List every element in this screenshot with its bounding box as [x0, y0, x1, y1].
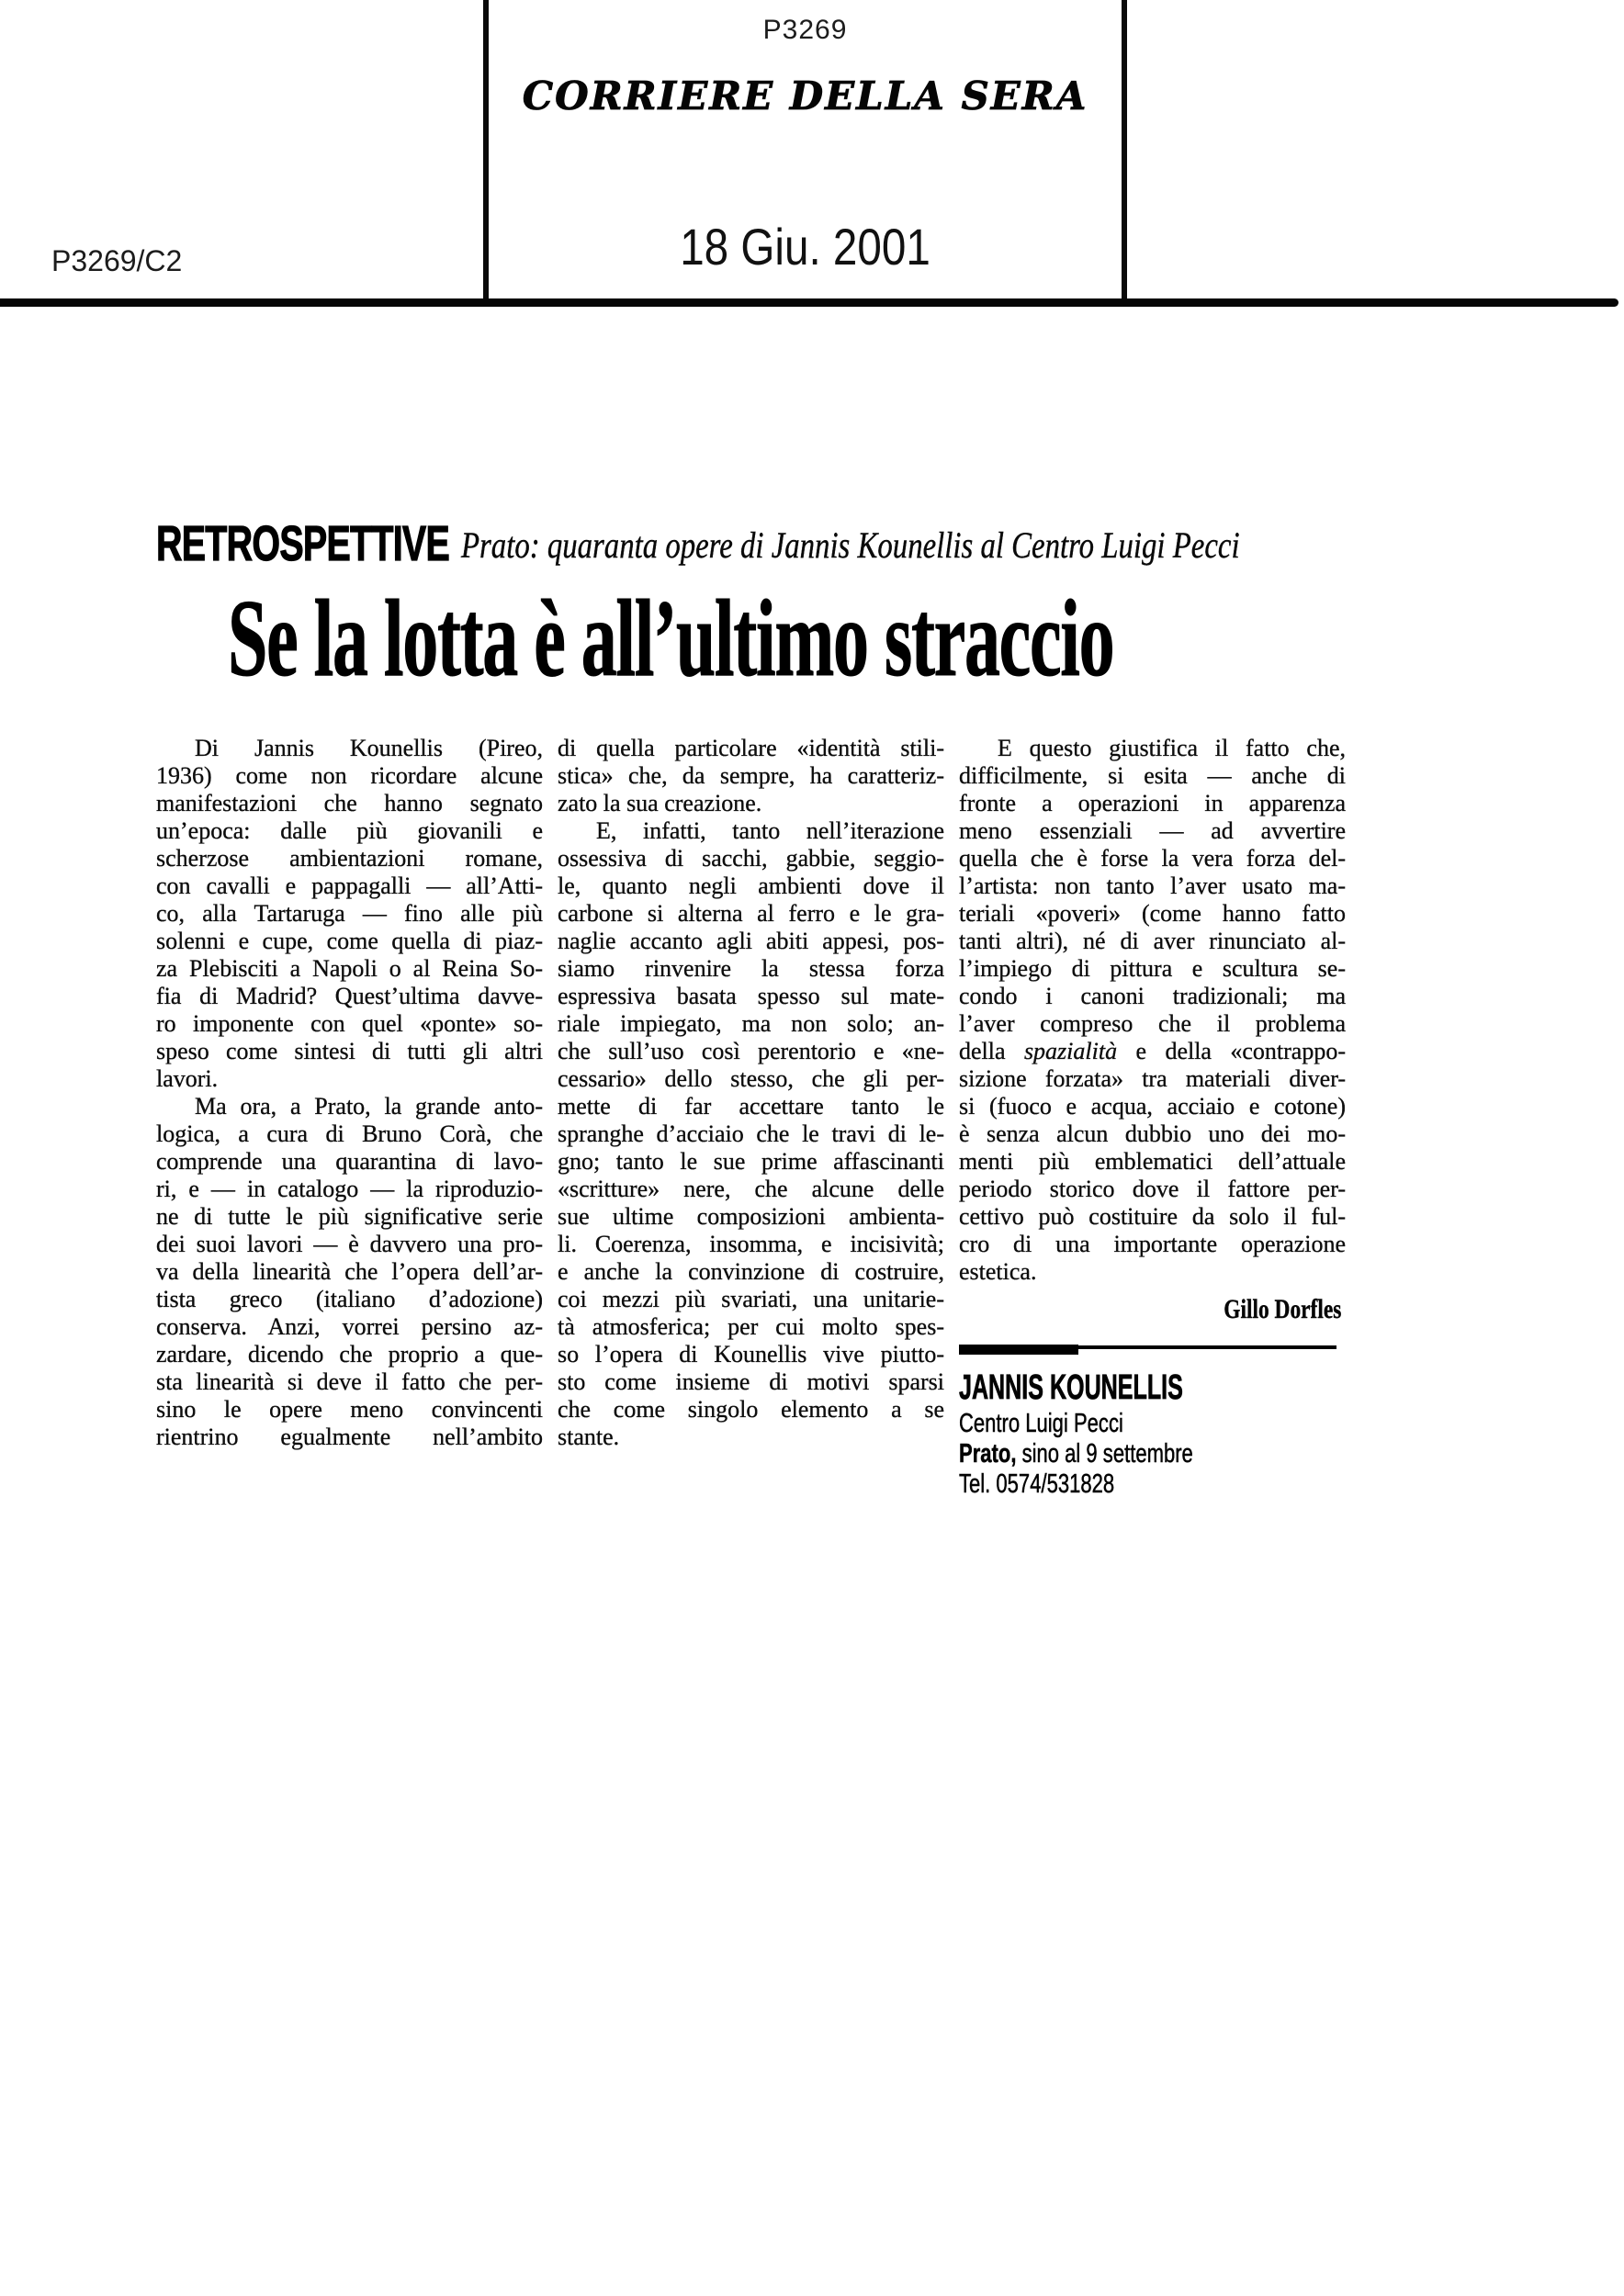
body-line: estetica. — [959, 1258, 1037, 1285]
body-line: meno essenziali — ad avvertire — [959, 817, 1346, 844]
clipping-code-top: P3269 — [762, 15, 848, 45]
body-line: le, quanto negli ambienti dove il — [558, 872, 944, 899]
body-line: condo i canoni tradizionali; ma — [959, 983, 1346, 1009]
body-line: so l’opera di Kounellis vive piutto- — [558, 1341, 944, 1367]
body-line: speso come sintesi di tutti gli altri — [156, 1038, 543, 1064]
body-line: di quella particolare «identità stili- — [558, 735, 944, 761]
body-line: coi mezzi più svariati, una unitarie- — [558, 1286, 944, 1312]
info-box-venue: Centro Luigi Pecci — [959, 1409, 1123, 1438]
body-line: sue ultime composizioni ambienta- — [558, 1203, 944, 1230]
body-line: scherzose ambientazioni romane, — [156, 845, 543, 872]
body-line: comprende una quarantina di lavo- — [156, 1148, 543, 1175]
body-line: espressiva basata spesso sul mate- — [558, 983, 944, 1009]
kicker-text: Prato: quaranta opere di Jannis Kounellis al Centro Luigi Pecci — [461, 524, 1240, 566]
info-box-title: JANNIS KOUNELLIS — [959, 1368, 1183, 1407]
body-line: l’artista: non tanto l’aver usato ma- — [959, 872, 1346, 899]
body-line: lavori. — [156, 1065, 219, 1092]
headline: Se la lotta è all’ultimo straccio — [228, 577, 1114, 699]
body-line: cessario» dello stesso, che gli per- — [558, 1065, 944, 1092]
body-line: stante. — [558, 1424, 620, 1450]
info-box-phone: Tel. 0574/531828 — [959, 1469, 1115, 1499]
body-line: siamo rinvenire la stessa forza — [558, 955, 944, 982]
body-line: menti più emblematici dell’attuale — [959, 1148, 1346, 1175]
body-line: un’epoca: dalle più giovanili e — [156, 817, 543, 844]
body-line: dei suoi lavori — è davvero una pro- — [156, 1231, 543, 1257]
body-line: Ma ora, a Prato, la grande anto- — [195, 1093, 543, 1120]
clipping-code-left: P3269/C2 — [51, 244, 183, 277]
byline: Gillo Dorfles — [1224, 1294, 1342, 1324]
body-line: rientrino egualmente nell’ambito — [156, 1424, 543, 1450]
body-line: E questo giustifica il fatto che, — [998, 735, 1346, 761]
body-line: zato la sua creazione. — [558, 790, 762, 816]
body-line: ro imponente con quel «ponte» so- — [156, 1010, 543, 1037]
body-line: cro di una importante operazione — [959, 1231, 1346, 1257]
body-line: l’aver compreso che il problema — [959, 1010, 1346, 1037]
body-line: è senza alcun dubbio uno dei mo- — [959, 1120, 1346, 1147]
column-1 — [156, 735, 543, 1500]
body-line: va della linearità che l’opera dell’ar- — [156, 1258, 543, 1285]
body-line: spranghe d’acciaio che le travi di le- — [558, 1120, 944, 1147]
info-box-dates: Prato, sino al 9 settembre — [959, 1439, 1193, 1469]
exhibition-info-box — [959, 1367, 1346, 1500]
body-line: con cavalli e pappagalli — all’Atti- — [156, 872, 543, 899]
kicker-label: RETROSPETTIVE — [156, 516, 450, 571]
body-line: 1936) come non ricordare alcune — [156, 762, 543, 789]
body-line: conserva. Anzi, vorrei persino az- — [156, 1313, 543, 1340]
body-line: che sull’uso così perentorio e «ne- — [558, 1038, 944, 1064]
issue-date: 18 Giu. 2001 — [680, 218, 930, 276]
body-line: sto come insieme di motivi sparsi — [558, 1368, 944, 1395]
body-line: ossessiva di sacchi, gabbie, seggio- — [558, 845, 944, 872]
body-line: zardare, dicendo che proprio a que- — [156, 1341, 543, 1367]
info-box-city: Prato, — [959, 1439, 1017, 1469]
body-line: della spazialità e della «contrappo- — [959, 1038, 1346, 1064]
body-line: solenni e cupe, come quella di piaz- — [156, 928, 543, 954]
body-line: za Plebisciti a Napoli o al Reina So- — [156, 955, 543, 982]
body-line: Di Jannis Kounellis (Pireo, — [195, 735, 543, 761]
column-3 — [959, 735, 1346, 1500]
body-line: E, infatti, tanto nell’iterazione — [596, 817, 944, 844]
body-line: fronte a operazioni in apparenza — [959, 790, 1346, 816]
body-line: ri, e — in catalogo — la riproduzio- — [156, 1176, 543, 1202]
body-line: stica» che, da sempre, ha caratteriz- — [558, 762, 944, 789]
divider-thin-segment — [1075, 1345, 1336, 1349]
body-line: sta linearità si deve il fatto che per- — [156, 1368, 543, 1395]
body-line: quella che è forse la vera forza del- — [959, 845, 1346, 872]
body-line: sino le opere meno convincenti — [156, 1396, 543, 1423]
body-line: tista greco (italiano d’adozione) — [156, 1286, 543, 1312]
body-line: sizione forzata» tra materiali diver- — [959, 1065, 1346, 1092]
body-line: si (fuoco e acqua, acciaio e cotone) — [959, 1093, 1346, 1120]
body-line: li. Coerenza, insomma, e incisività; — [558, 1231, 944, 1257]
body-line: co, alla Tartaruga — fino alle più — [156, 900, 543, 927]
body-line: logica, a cura di Bruno Corà, che — [156, 1120, 543, 1147]
body-line: e anche la convinzione di costruire, — [558, 1258, 944, 1285]
column-2 — [558, 735, 944, 1500]
body-line: mette di far accettare tanto le — [558, 1093, 944, 1120]
article-columns — [156, 735, 1347, 1500]
body-line: cettivo può costituire da solo il ful- — [959, 1203, 1346, 1230]
italic-term: spazialità — [1023, 1038, 1118, 1064]
body-line: tanti altri), né di aver rinunciato al- — [959, 928, 1346, 954]
body-line: riale impiegato, ma non solo; an- — [558, 1010, 944, 1037]
body-line: gno; tanto le sue prime affascinanti — [558, 1148, 944, 1175]
header-vertical-rule-right — [1122, 0, 1127, 303]
header-horizontal-rule — [0, 298, 1618, 307]
body-line: naglie accanto agli abiti appesi, pos- — [558, 928, 944, 954]
body-line: «scritture» nere, che alcune delle — [558, 1176, 944, 1202]
body-line: l’impiego di pittura e scultura se- — [959, 955, 1346, 982]
body-line: periodo storico dove il fattore per- — [959, 1176, 1346, 1202]
body-line: manifestazioni che hanno segnato — [156, 790, 543, 816]
body-line: carbone si alterna al ferro e le gra- — [558, 900, 944, 927]
body-line: che come singolo elemento a se — [558, 1396, 944, 1423]
newspaper-masthead: CORRIERE DELLA SERA — [522, 73, 1088, 118]
divider-thick-segment — [959, 1345, 1078, 1355]
body-line: teriali «poveri» (come hanno fatto — [959, 900, 1346, 927]
body-line: fia di Madrid? Quest’ultima davve- — [156, 983, 543, 1009]
body-line: ne di tutte le più significative serie — [156, 1203, 543, 1230]
body-line: difficilmente, si esita — anche di — [959, 762, 1346, 789]
body-line: tà atmosferica; per cui molto spes- — [558, 1313, 944, 1340]
info-box-divider — [959, 1345, 1346, 1356]
